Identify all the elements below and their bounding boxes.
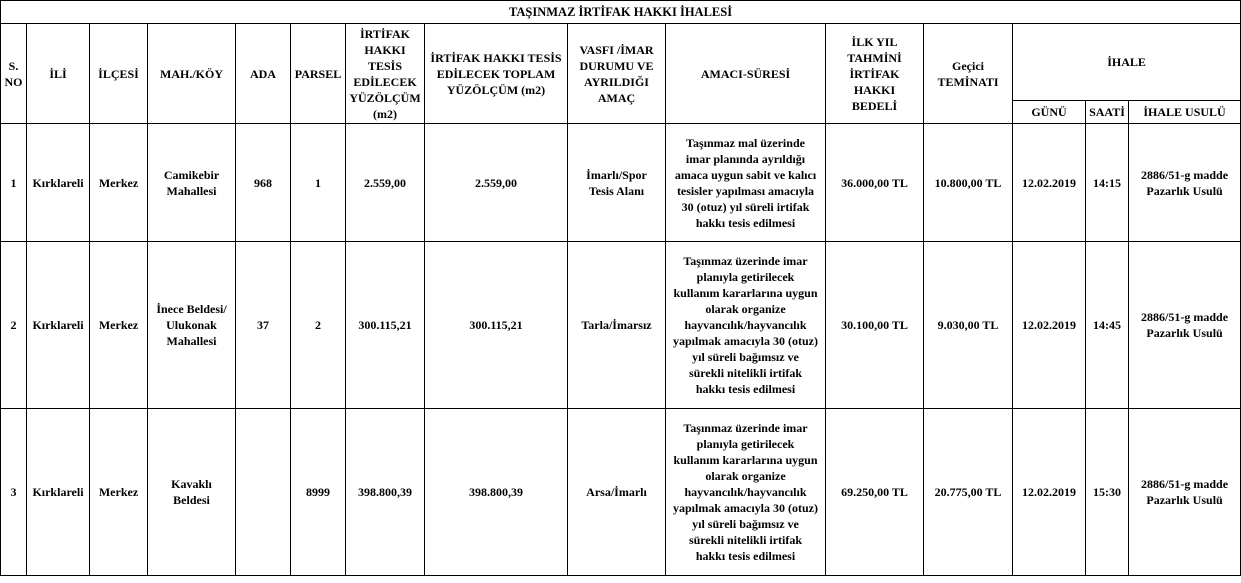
cell-amaci: Taşınmaz üzerinde imar planıyla getirilecek kullanım kararlarına uygun olarak organize hayvancılık/hayvancılık yapılmak amacıyla 30 (otuz) yıl süreli bağımsız ve sürekli nitelikli irtifak hakkı tesis edilmesi [666, 409, 826, 576]
cell-tesis-yuzolcum: 2.559,00 [346, 124, 425, 242]
cell-il: Kırklareli [27, 242, 90, 409]
cell-tesis-yuzolcum: 398.800,39 [346, 409, 425, 576]
cell-amaci: Taşınmaz üzerinde imar planıyla getirilecek kullanım kararlarına uygun olarak organize hayvancılık/hayvancılık yapılmak amacıyla 30 (otuz) yıl süreli bağımsız ve sürekli nitelikli irtifak hakkı tesis edilmesi [666, 242, 826, 409]
cell-saati: 14:45 [1086, 242, 1129, 409]
header-sno: S. NO [1, 24, 27, 124]
header-saati: SAATİ [1086, 101, 1129, 124]
header-ada: ADA [236, 24, 291, 124]
cell-saati: 15:30 [1086, 409, 1129, 576]
header-toplam-yuzolcum: İRTİFAK HAKKI TESİS EDİLECEK TOPLAM YÜZÖLÇÜM (m2) [425, 24, 568, 124]
cell-ada [236, 409, 291, 576]
cell-usulu: 2886/51-g madde Pazarlık Usulü [1129, 124, 1241, 242]
cell-sno: 2 [1, 242, 27, 409]
header-amaci: AMACI-SÜRESİ [666, 24, 826, 124]
cell-teminat: 10.800,00 TL [924, 124, 1013, 242]
cell-mahalle: Camikebir Mahallesi [148, 124, 236, 242]
header-bedel: İLK YIL TAHMİNİ İRTİFAK HAKKI BEDELİ [826, 24, 924, 124]
cell-teminat: 9.030,00 TL [924, 242, 1013, 409]
header-ihale: İHALE [1013, 24, 1241, 101]
cell-gunu: 12.02.2019 [1013, 242, 1086, 409]
cell-usulu: 2886/51-g madde Pazarlık Usulü [1129, 242, 1241, 409]
header-il: İLİ [27, 24, 90, 124]
cell-teminat: 20.775,00 TL [924, 409, 1013, 576]
header-gunu: GÜNÜ [1013, 101, 1086, 124]
cell-toplam-yuzolcum: 2.559,00 [425, 124, 568, 242]
header-teminat: Geçici TEMİNATI [924, 24, 1013, 124]
cell-ada: 968 [236, 124, 291, 242]
cell-parsel: 8999 [291, 409, 346, 576]
cell-saati: 14:15 [1086, 124, 1129, 242]
header-tesis-yuzolcum: İRTİFAK HAKKI TESİS EDİLECEK YÜZÖLÇÜM (m2) [346, 24, 425, 124]
cell-parsel: 2 [291, 242, 346, 409]
cell-il: Kırklareli [27, 409, 90, 576]
cell-toplam-yuzolcum: 398.800,39 [425, 409, 568, 576]
cell-vasfi: Arsa/İmarlı [568, 409, 666, 576]
header-parsel: PARSEL [291, 24, 346, 124]
cell-bedel: 30.100,00 TL [826, 242, 924, 409]
cell-mahalle: İnece Beldesi/ Ulukonak Mahallesi [148, 242, 236, 409]
cell-sno: 1 [1, 124, 27, 242]
cell-bedel: 36.000,00 TL [826, 124, 924, 242]
cell-il: Kırklareli [27, 124, 90, 242]
cell-ilce: Merkez [90, 242, 148, 409]
header-usulu: İHALE USULÜ [1129, 101, 1241, 124]
table-row [1, 409, 1241, 576]
cell-gunu: 12.02.2019 [1013, 124, 1086, 242]
cell-tesis-yuzolcum: 300.115,21 [346, 242, 425, 409]
cell-mahalle: Kavaklı Beldesi [148, 409, 236, 576]
header-vasfi: VASFI /İMAR DURUMU VE AYRILDIĞI AMAÇ [568, 24, 666, 124]
cell-toplam-yuzolcum: 300.115,21 [425, 242, 568, 409]
cell-amaci: Taşınmaz mal üzerinde imar planında ayrıldığı amaca uygun sabit ve kalıcı tesisler yapılması amacıyla 30 (otuz) yıl süreli irtifak hakkı tesis edilmesi [666, 124, 826, 242]
cell-ada: 37 [236, 242, 291, 409]
cell-vasfi: Tarla/İmarsız [568, 242, 666, 409]
cell-gunu: 12.02.2019 [1013, 409, 1086, 576]
page-title: TAŞINMAZ İRTİFAK HAKKI İHALESİ [1, 1, 1241, 24]
cell-vasfi: İmarlı/Spor Tesis Alanı [568, 124, 666, 242]
table-row [1, 242, 1241, 409]
cell-bedel: 69.250,00 TL [826, 409, 924, 576]
table-row [1, 124, 1241, 242]
header-mahalle: MAH./KÖY [148, 24, 236, 124]
header-ilce: İLÇESİ [90, 24, 148, 124]
cell-sno: 3 [1, 409, 27, 576]
cell-parsel: 1 [291, 124, 346, 242]
cell-usulu: 2886/51-g madde Pazarlık Usulü [1129, 409, 1241, 576]
cell-ilce: Merkez [90, 409, 148, 576]
cell-ilce: Merkez [90, 124, 148, 242]
